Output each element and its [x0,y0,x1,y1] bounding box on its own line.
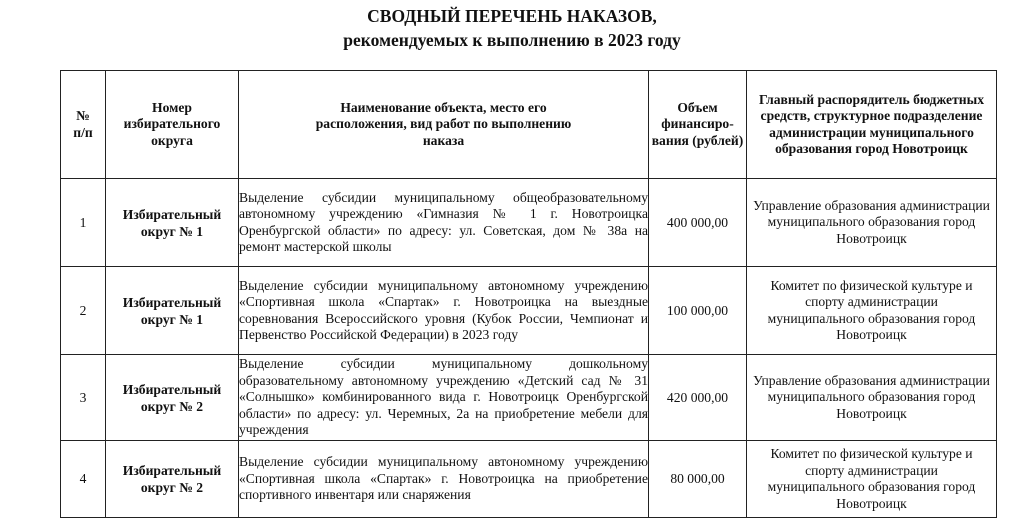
row-description: Выделение субсидии муниципальному дошкольному образовательному автономному учреждению «Детский сад № 31 «Солнышко» комбинированного вида г. Новотроицк Оренбургской области» по адресу: ул. Черемных, 2а на приобретение мебели для учреждения [239,355,649,441]
table-row [61,355,997,441]
row-manager: Управление образования администрации муниципального образования город Новотроицк [747,179,997,267]
header-object: Наименование объекта, место его расположения, вид работ по выполнению наказа [239,71,649,179]
row-num: 4 [61,441,106,518]
row-amount: 80 000,00 [649,441,747,518]
row-num: 2 [61,267,106,355]
row-amount: 400 000,00 [649,179,747,267]
row-manager: Управление образования администрации муниципального образования город Новотроицк [747,355,997,441]
row-description: Выделение субсидии муниципальному общеобразовательному автономному учреждению «Гимназия № 1 г. Новотроицка Оренбургской области» по адресу: ул. Советская, дом № 38а на ремонт мастерской школы [239,179,649,267]
header-num: № п/п [61,71,106,179]
row-amount: 100 000,00 [649,267,747,355]
row-num: 1 [61,179,106,267]
row-manager: Комитет по физической культуре и спорту администрации муниципального образования город Новотроицк [747,441,997,518]
table-header-row [61,71,997,179]
header-district: Номер избирательного округа [106,71,239,179]
header-manager: Главный распорядитель бюджетных средств, структурное подразделение администрации муниципального образования город Новотроицк [747,71,997,179]
document-title [0,4,1024,52]
orders-table [60,70,997,518]
row-district: Избирательный округ № 1 [106,267,239,355]
row-district: Избирательный округ № 1 [106,179,239,267]
table-row [61,267,997,355]
row-amount: 420 000,00 [649,355,747,441]
table-row [61,179,997,267]
row-description: Выделение субсидии муниципальному автономному учреждению «Спортивная школа «Спартак» г. Новотроицка на выездные соревнования Всероссийского уровня (Кубок России, Чемпионат и Первенство Российской Федерации) в 2023 году [239,267,649,355]
row-manager: Комитет по физической культуре и спорту администрации муниципального образования город Новотроицк [747,267,997,355]
title-line-1: СВОДНЫЙ ПЕРЕЧЕНЬ НАКАЗОВ, [367,6,657,26]
row-district: Избирательный округ № 2 [106,441,239,518]
row-description: Выделение субсидии муниципальному автономному учреждению «Спортивная школа «Спартак» г. Новотроицка на приобретение спортивного инвентаря или снаряжения [239,441,649,518]
row-num: 3 [61,355,106,441]
table-row [61,441,997,518]
row-district: Избирательный округ № 2 [106,355,239,441]
header-funding: Объем финансиро-вания (рублей) [649,71,747,179]
title-line-2: рекомендуемых к выполнению в 2023 году [343,30,681,50]
